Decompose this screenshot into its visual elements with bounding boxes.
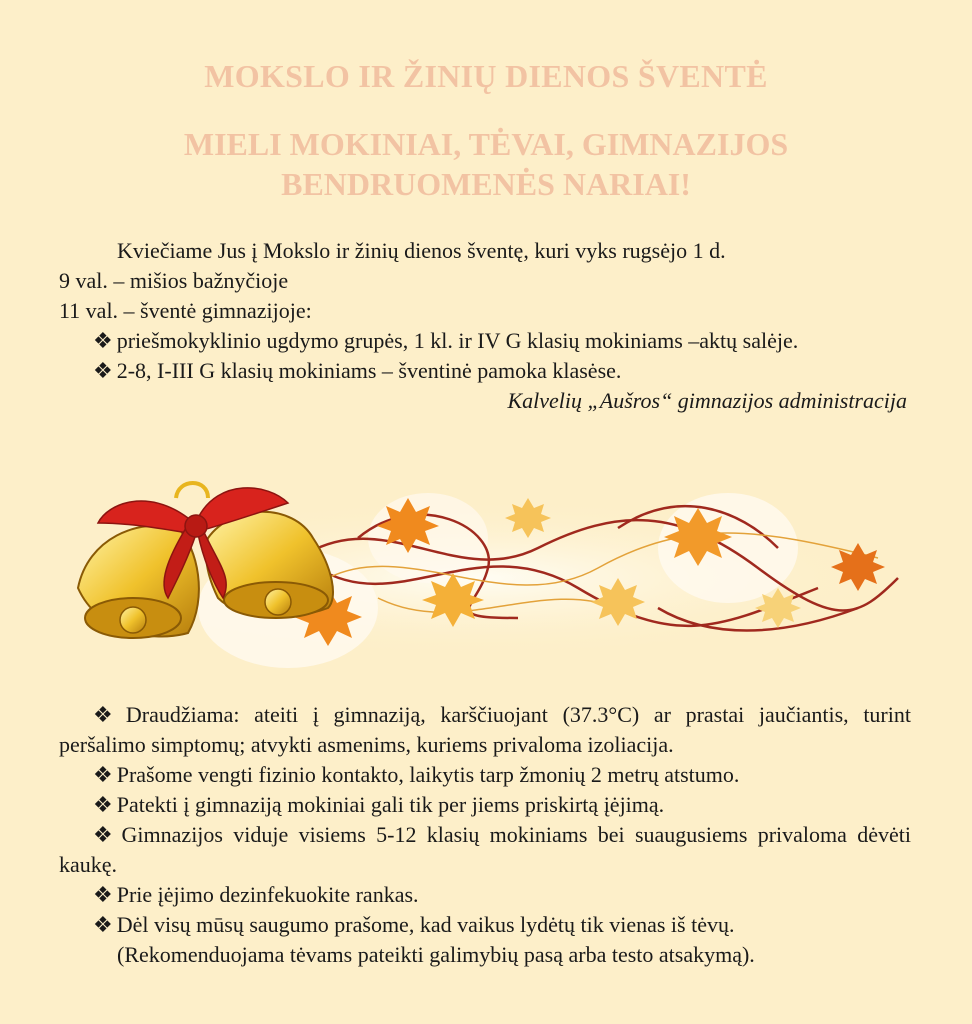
bullet-icon: ❖ bbox=[93, 882, 113, 907]
rule-item bbox=[59, 880, 911, 910]
intro-line: Kviečiame Jus į Mokslo ir žinių dienos šventę, kuri vyks rugsėjo 1 d. bbox=[117, 238, 726, 263]
rule-item bbox=[59, 700, 911, 760]
rule-item bbox=[59, 910, 911, 940]
bullet-icon: ❖ bbox=[93, 822, 118, 847]
leaf-shape bbox=[591, 578, 645, 626]
greeting-line-1: MIELI MOKINIAI, TĖVAI, GIMNAZIJOS bbox=[183, 126, 789, 162]
rule-text: Dėl visų mūsų saugumo prašome, kad vaikus lydėtų tik vienas iš tėvų. bbox=[116, 912, 735, 937]
schedule-bullet-1 bbox=[59, 326, 911, 356]
rule-item bbox=[59, 790, 911, 820]
bullet-icon: ❖ bbox=[93, 762, 113, 787]
invitation-text bbox=[59, 236, 911, 416]
bullet-icon: ❖ bbox=[93, 912, 113, 937]
schedule-line-1: 9 val. – mišios bažnyčioje bbox=[59, 268, 289, 293]
rule-item bbox=[59, 820, 911, 880]
rule-item bbox=[59, 760, 911, 790]
schedule-bullet-text: priešmokyklinio ugdymo grupės, 1 kl. ir IV G klasių mokiniams –aktų salėje. bbox=[116, 328, 799, 353]
bullet-icon: ❖ bbox=[93, 702, 122, 727]
rule-text: Prie įėjimo dezinfekuokite rankas. bbox=[116, 882, 419, 907]
rule-text: Gimnazijos viduje visiems 5-12 klasių mokiniams bei suaugusiems privaloma dėvėti kaukę. bbox=[59, 822, 911, 877]
greeting-heading bbox=[0, 124, 972, 204]
safety-rules bbox=[59, 700, 911, 970]
greeting-line-2: BENDRUOMENĖS NARIAI! bbox=[281, 166, 691, 202]
leaf-shape bbox=[377, 498, 439, 553]
bullet-icon: ❖ bbox=[93, 792, 113, 817]
leaf-shape bbox=[831, 543, 885, 591]
schedule-bullet-text: 2-8, I-III G klasių mokiniams – šventinė pamoka klasėse. bbox=[116, 358, 622, 383]
rule-text: Patekti į gimnaziją mokiniai gali tik per jiems priskirtą įėjimą. bbox=[116, 792, 665, 817]
signature: Kalvelių „Aušros“ gimnazijos administracija bbox=[507, 388, 907, 413]
rule-continuation: (Rekomenduojama tėvams pateikti galimybių pasą arba testo atsakymą). bbox=[117, 942, 755, 967]
schedule-bullet-2 bbox=[59, 356, 911, 386]
bullet-icon: ❖ bbox=[93, 358, 113, 383]
bullet-icon: ❖ bbox=[93, 328, 113, 353]
rule-text: Draudžiama: ateiti į gimnaziją, karščiuojant (37.3°C) ar prastai jaučiantis, turint peršalimo simptomų; atvykti asmenims, kuriems privaloma izoliacija. bbox=[59, 702, 911, 757]
bells-ornament-illustration bbox=[58, 468, 910, 668]
event-title: MOKSLO IR ŽINIŲ DIENOS ŠVENTĖ bbox=[204, 58, 768, 94]
schedule-line-2: 11 val. – šventė gimnazijoje: bbox=[59, 298, 312, 323]
rule-text: Prašome vengti fizinio kontakto, laikytis tarp žmonių 2 metrų atstumo. bbox=[116, 762, 740, 787]
